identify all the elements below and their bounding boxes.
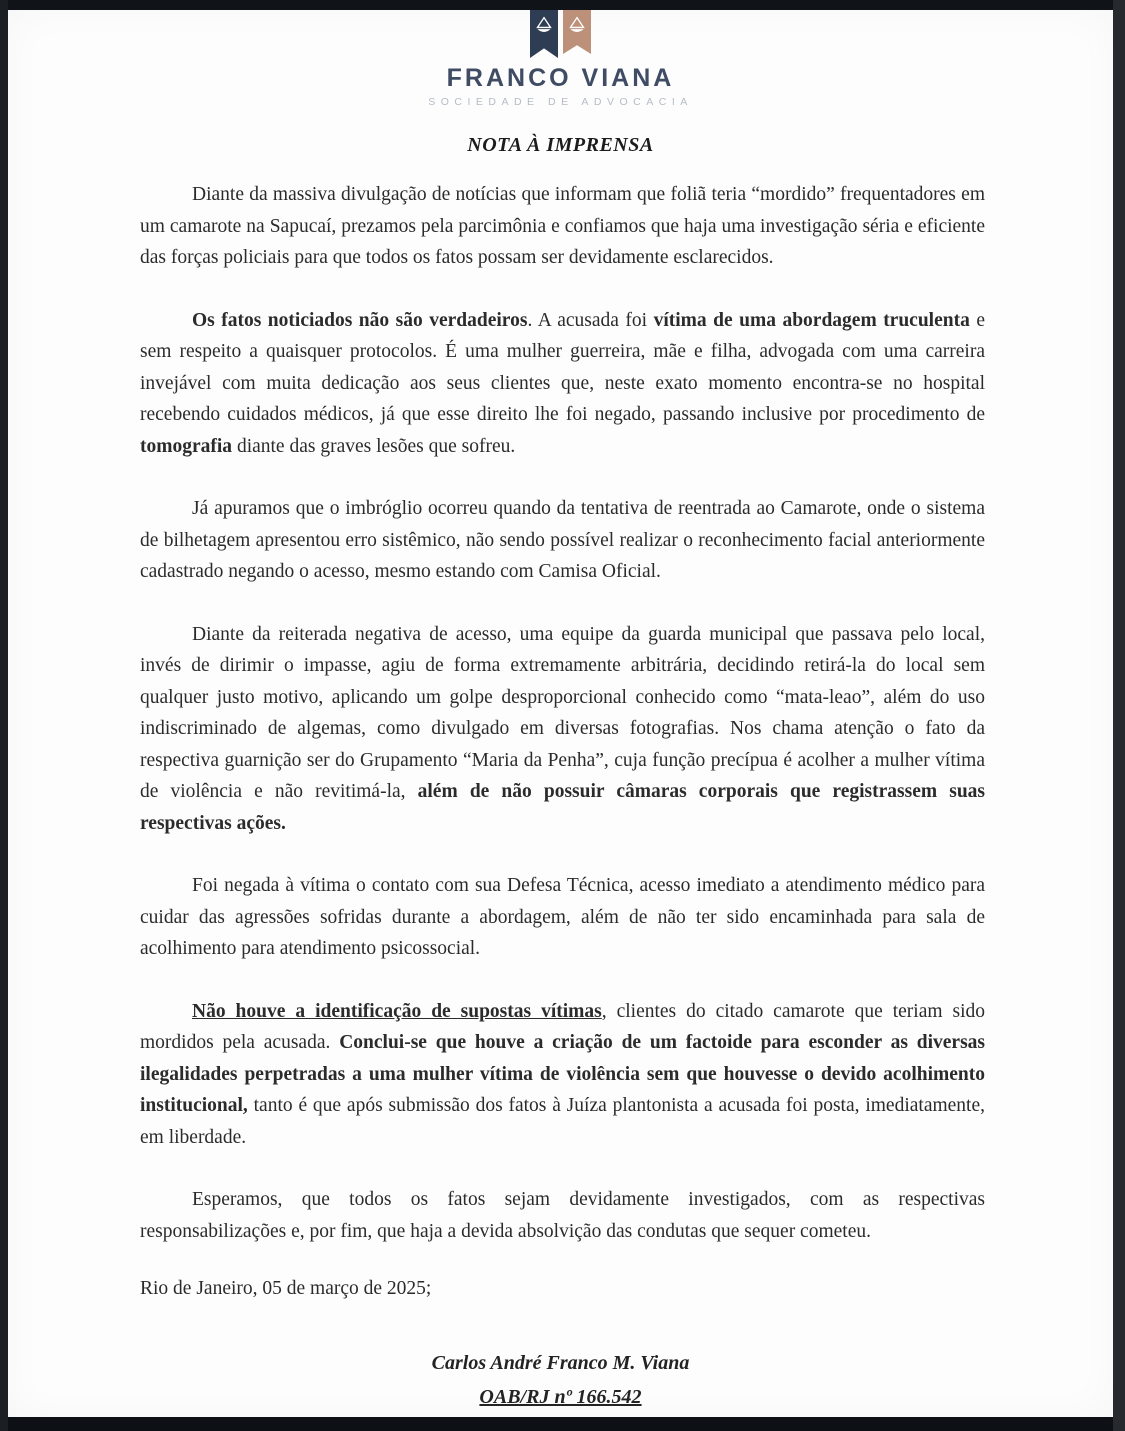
letterhead	[8, 10, 1113, 108]
top-dark-bar	[0, 0, 1125, 10]
document-title: NOTA À IMPRENSA	[467, 134, 654, 156]
paragraph: Esperamos, que todos os fatos sejam devidamente investigados, com as respectivas responsabilizações e, por fim, que haja a devida absolvição das condutas que sequer cometeu.	[140, 1189, 985, 1242]
press-release-paragraphs	[8, 179, 1113, 1247]
signatory-name: Carlos André Franco M. Viana	[431, 1352, 690, 1374]
bottom-dark-bar	[0, 1417, 1125, 1431]
date-line: Rio de Janeiro, 05 de março de 2025;	[140, 1278, 432, 1299]
bookmark-right-shape	[563, 10, 591, 54]
brand-name: FRANCO VIANA	[446, 64, 675, 92]
law-firm-logo	[8, 10, 1113, 58]
paragraph: Os fatos noticiados não são verdadeiros. A acusada foi vítima de uma abordagem truculenta e sem respeito a quaisquer protocolos. É uma mulher guerreira, mãe e filha, advogada com uma carreira invejável com muita dedicação aos seus clientes que, neste exato momento encontra-se no hospital recebendo cuidados médicos, já que esse direito lhe foi negado, passando inclusive por procedimento de tomografia diante das graves lesões que sofreu.	[140, 309, 985, 457]
bookmark-left-shape	[530, 10, 558, 58]
scales-of-justice-icon	[534, 10, 554, 58]
left-dark-edge	[0, 0, 8, 1431]
paragraph: Já apuramos que o imbróglio ocorreu quando da tentativa de reentrada ao Camarote, onde o sistema de bilhetagem apresentou erro sistêmico, não sendo possível realizar o reconhecimento facial anteriormente cadastrado negando o acesso, mesmo estando com Camisa Oficial.	[140, 498, 985, 582]
paragraph: Não houve a identificação de supostas vítimas, clientes do citado camarote que teriam sido mordidos pela acusada. Conclui-se que houve a criação de um factoide para esconder as diversas ilegalidades perpetradas a uma mulher vítima de violência sem que houvesse o devido acolhimento institucional, tanto é que após submissão dos fatos à Juíza plantonista a acusada foi posta, imediatamente, em liberdade.	[140, 1000, 986, 1148]
brand-subtitle: SOCIEDADE DE ADVOCACIA	[428, 96, 693, 108]
right-dark-edge	[1113, 0, 1125, 1431]
paragraph: Diante da massiva divulgação de notícias que informam que foliã teria “mordido” frequentadores em um camarote na Sapucaí, prezamos pela parcimônia e confiamos que haja uma investigação séria e eficiente das forças policiais para que todos os fatos possam ser devidamente esclarecidos.	[140, 184, 985, 268]
signature-block	[8, 1352, 1113, 1409]
scales-of-justice-icon	[567, 10, 587, 54]
paragraph: Foi negada à vítima o contato com sua Defesa Técnica, acesso imediato a atendimento médico para cuidar das agressões sofridas durante a abordagem, além de não ter sido encaminhada para sala de acolhimento para atendimento psicossocial.	[140, 875, 985, 959]
signatory-oab-number: OAB/RJ nº 166.542	[479, 1386, 642, 1408]
paragraph: Diante da reiterada negativa de acesso, uma equipe da guarda municipal que passava pelo local, invés de dirimir o impasse, agiu de forma extremamente arbitrária, decidindo retirá-la do local sem qualquer justo motivo, aplicando um golpe desproporcional conhecido como “mata-leao”, além do uso indiscriminado de algemas, como divulgado em diversas fotografias. Nos chama atenção o fato da respectiva guarnição ser do Grupamento “Maria da Penha”, cuja função precípua é acolher a mulher vítima de violência e não revitimá-la, além de não possuir câmaras corporais que registrassem suas respectivas ações.	[140, 623, 986, 834]
document-page	[8, 10, 1113, 1417]
